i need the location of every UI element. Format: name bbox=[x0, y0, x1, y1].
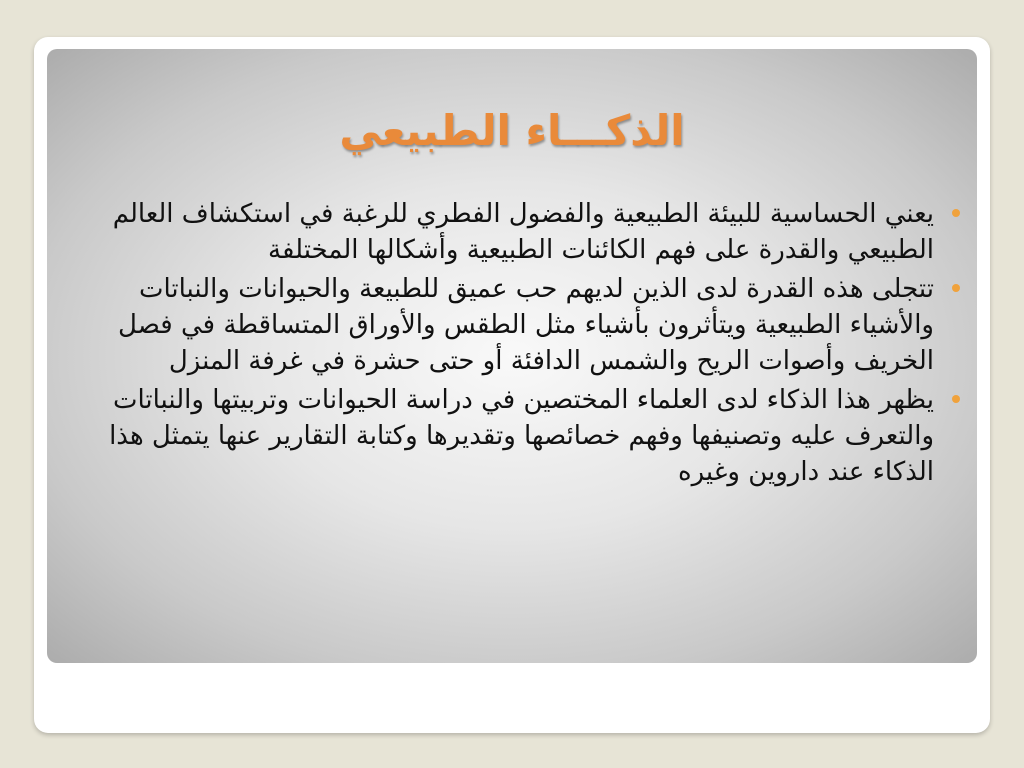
bullet-item bbox=[72, 271, 970, 379]
bullet-dot-icon bbox=[952, 209, 960, 217]
bullet-list bbox=[72, 196, 970, 493]
bullet-item bbox=[72, 196, 970, 268]
bullet-text: يعني الحساسية للبيئة الطبيعية والفضول الفطري للرغبة في استكشاف العالم الطبيعي والقدرة على فهم الكائنات الطبيعية وأشكالها المختلفة bbox=[112, 199, 934, 265]
bullet-text: تتجلى هذه القدرة لدى الذين لديهم حب عميق للطبيعة والحيوانات والنباتات والأشياء الطبيعية ويتأثرون بأشياء مثل الطقس والأوراق المتساقطة في فصل الخريف وأصوات الريح والشمس الدافئة أو حتى حشرة في غرفة المنزل bbox=[118, 274, 934, 376]
bullet-dot-icon bbox=[952, 395, 960, 403]
bullet-text: يظهر هذا الذكاء لدى العلماء المختصين في دراسة الحيوانات وتربيتها والنباتات والتعرف عليه وتصنيفها وفهم خصائصها وتقديرها وكتابة التقارير عنها يتمثل هذا الذكاء عند داروين وغيره bbox=[109, 385, 934, 487]
bullet-dot-icon bbox=[952, 284, 960, 292]
bullet-item bbox=[72, 382, 970, 490]
slide-title: الذكـــاء الطبيعي bbox=[339, 106, 685, 155]
